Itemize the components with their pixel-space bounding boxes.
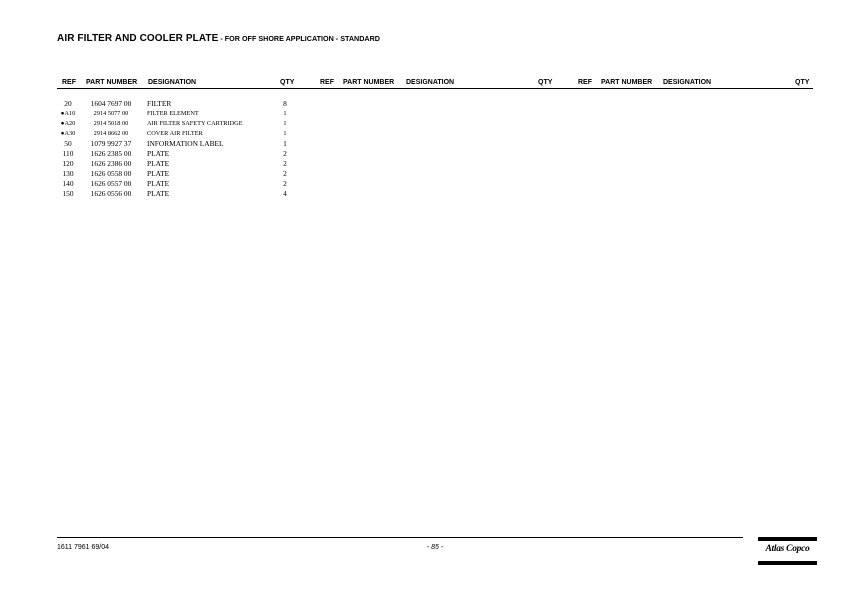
cell-part-number: 1604 7697 00: [90, 99, 132, 108]
parts-table: [57, 99, 317, 199]
cell-designation: PLATE: [147, 179, 170, 188]
table-row: [57, 139, 317, 149]
cell-qty: 1: [283, 130, 287, 137]
page-number: - 85 -: [426, 544, 444, 551]
header-part-number-3: PART NUMBER: [601, 79, 653, 86]
header-part-number-2: PART NUMBER: [343, 79, 395, 86]
cell-qty: 1: [283, 110, 287, 117]
cell-designation: PLATE: [147, 149, 170, 158]
cell-designation: PLATE: [147, 169, 170, 178]
cell-qty: 2: [283, 149, 287, 158]
cell-part-number: 1079 9927 37: [90, 139, 132, 148]
logo-text: Atlas Copco: [765, 544, 810, 554]
cell-qty: 4: [283, 189, 287, 198]
cell-designation: FILTER ELEMENT: [147, 110, 199, 117]
cell-ref: 50: [64, 139, 72, 148]
title-subtitle: - FOR OFF SHORE APPLICATION - STANDARD: [218, 34, 380, 43]
cell-ref: 110: [62, 149, 74, 158]
header-part-number-1: PART NUMBER: [86, 79, 138, 86]
table-row: [57, 99, 317, 109]
cell-designation: INFORMATION LABEL: [147, 139, 224, 148]
cell-qty: 8: [283, 99, 287, 108]
header-qty-3: QTY: [795, 79, 810, 86]
header-qty-1: QTY: [280, 79, 295, 86]
header-designation-2: DESIGNATION: [406, 79, 455, 86]
header-designation-1: DESIGNATION: [148, 79, 197, 86]
table-row: [57, 189, 317, 199]
footer-divider: [57, 537, 743, 538]
cell-ref: 20: [64, 99, 72, 108]
logo-bar-top: [758, 537, 817, 541]
table-row: [57, 149, 317, 159]
cell-ref: ●A30: [60, 130, 76, 137]
cell-ref: 150: [62, 189, 74, 198]
cell-qty: 1: [283, 120, 287, 127]
table-row: [57, 109, 317, 119]
cell-designation: PLATE: [147, 159, 170, 168]
header-designation-3: DESIGNATION: [663, 79, 712, 86]
cell-qty: 2: [283, 159, 287, 168]
header-ref-1: REF: [62, 79, 76, 86]
cell-designation: COVER AIR FILTER: [147, 130, 203, 137]
header-divider: [57, 88, 813, 89]
cell-designation: FILTER: [147, 99, 172, 108]
logo-bar-bottom: [758, 561, 817, 565]
table-row: [57, 129, 317, 139]
header-qty-2: QTY: [538, 79, 553, 86]
cell-designation: PLATE: [147, 189, 170, 198]
document-number: 1611 7961 69/04: [57, 544, 110, 551]
table-row: [57, 119, 317, 129]
header-ref-2: REF: [320, 79, 334, 86]
cell-part-number: 1626 2386 00: [90, 159, 132, 168]
cell-ref: 120: [62, 159, 74, 168]
cell-part-number: 1626 0558 00: [90, 169, 132, 178]
cell-ref: 130: [62, 169, 74, 178]
title-main: AIR FILTER AND COOLER PLATE: [57, 33, 219, 44]
cell-designation: AIR FILTER SAFETY CARTRIDGE: [147, 120, 243, 127]
cell-ref: 140: [62, 179, 74, 188]
cell-part-number: 1626 2385 00: [90, 149, 132, 158]
cell-part-number: 2914 8662 00: [93, 130, 129, 137]
atlas-copco-logo: [758, 537, 817, 566]
table-row: [57, 159, 317, 169]
cell-qty: 2: [283, 169, 287, 178]
cell-qty: 2: [283, 179, 287, 188]
cell-part-number: 1626 0556 00: [90, 189, 132, 198]
header-ref-3: REF: [578, 79, 592, 86]
cell-ref: ●A10: [60, 110, 76, 117]
cell-part-number: 2914 5018 00: [93, 120, 129, 127]
table-row: [57, 169, 317, 179]
cell-part-number: 1626 0557 00: [90, 179, 132, 188]
table-row: [57, 179, 317, 189]
cell-qty: 1: [283, 139, 287, 148]
cell-part-number: 2914 5077 00: [93, 110, 129, 117]
page-title: [57, 28, 380, 46]
cell-ref: ●A20: [60, 120, 76, 127]
